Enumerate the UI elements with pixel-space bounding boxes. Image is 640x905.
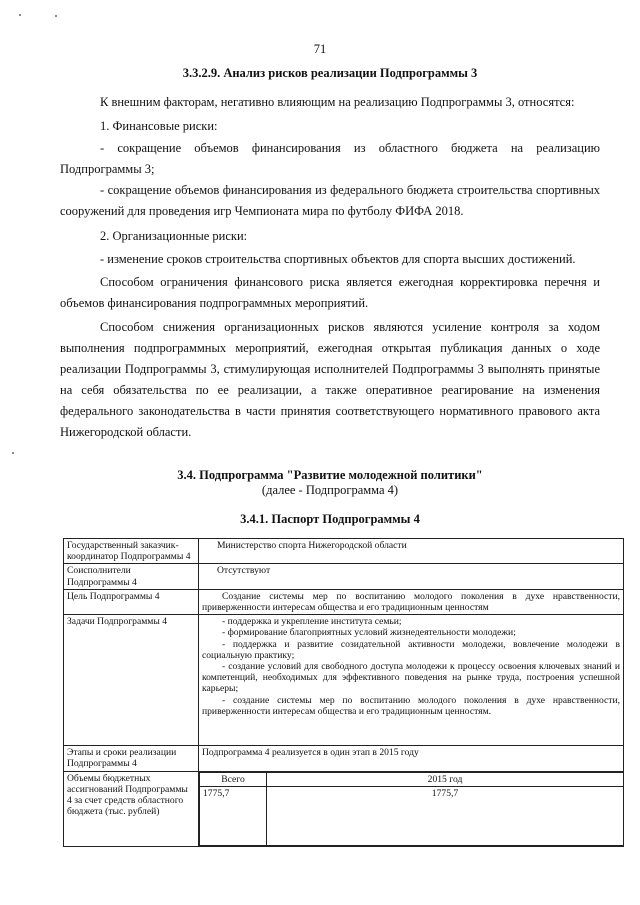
task-item: - поддержка и развитие созидательной активности молодежи, вовлечение молодежи в социальную практику; bbox=[202, 638, 620, 661]
passport-heading: 3.4.1. Паспорт Подпрограммы 4 bbox=[240, 512, 420, 526]
financial-risks-title: 1. Финансовые риски: bbox=[100, 119, 218, 133]
funding-total-value: 1775,7 bbox=[200, 786, 267, 845]
goal-label: Цель Подпрограммы 4 bbox=[64, 589, 199, 614]
page-number: 71 bbox=[313, 42, 327, 56]
scan-speck bbox=[12, 452, 14, 454]
funding-value bbox=[199, 771, 624, 846]
customer-label: Государственный заказчик-координатор Подпрограммы 4 bbox=[64, 539, 199, 564]
funding-label: Объемы бюджетных ассигнований Подпрограммы 4 за счет средств областного бюджета (тыс. рублей) bbox=[64, 771, 199, 846]
stages-label: Этапы и сроки реализации Подпрограммы 4 bbox=[64, 746, 199, 771]
paragraph-intro: К внешним факторам, негативно влияющим на реализацию Подпрограммы 3, относятся: bbox=[100, 95, 575, 109]
table-row bbox=[64, 539, 624, 564]
financial-risk-item-2: - сокращение объемов финансирования из федерального бюджета строительства спортивных сооружений для проведения игр Чемпионата мира по футболу ФИФА 2018. bbox=[60, 183, 600, 218]
coexecutors-label: Соисполнители Подпрограммы 4 bbox=[64, 564, 199, 589]
table-row bbox=[200, 786, 624, 845]
tasks-label: Задачи Подпрограммы 4 bbox=[64, 615, 199, 746]
table-row bbox=[64, 564, 624, 589]
funding-header-year: 2015 год bbox=[267, 772, 624, 786]
task-item: - поддержка и укрепление института семьи; bbox=[222, 616, 402, 628]
scan-speck bbox=[55, 15, 57, 17]
section-heading: 3.3.2.9. Анализ рисков реализации Подпрограммы 3 bbox=[182, 66, 478, 80]
task-item: - создание системы мер по воспитанию молодого поколения в духе нравственности, приверженности интересам общества и его традиционным ценностям. bbox=[202, 694, 620, 717]
table-row bbox=[64, 589, 624, 614]
coexecutors-value: Отсутствуют bbox=[199, 564, 624, 589]
table-row bbox=[64, 746, 624, 771]
paragraph-risk-reduction: Способом снижения организационных рисков являются усиление контроля за ходом выполнения подпрограммных мероприятий, ежегодная открытая публикация данных о ходе реализации Подпрограммы 3, стимулирующая исполнителей Подпрограммы 3 выполнять принятые на себя обязательства по ее реализации, а также оперативное реагирование на изменения федерального законодательства в части принятия соответствующего нормативного правового акта Нижегородской области. bbox=[60, 320, 600, 439]
goal-value: Создание системы мер по воспитанию молодого поколения в духе нравственности, приверженности интересам общества и его традиционным ценностям bbox=[199, 589, 624, 614]
subprogram-heading: 3.4. Подпрограмма "Развитие молодежной политики" bbox=[177, 468, 483, 482]
scan-speck bbox=[19, 14, 21, 16]
task-item: - создание условий для свободного доступа молодежи к процессу освоения ключевых знаний и компетенций, необходимых для эффективного поведения на рынке труда, построения успешной карьеры; bbox=[202, 661, 620, 695]
funding-year-value: 1775,7 bbox=[267, 786, 624, 845]
task-item: - формирование благоприятных условий жизнедеятельности молодежи; bbox=[222, 627, 516, 639]
organizational-risks-title: 2. Организационные риски: bbox=[100, 229, 248, 243]
organizational-risk-item-1: - изменение сроков строительства спортивных объектов для спорта высших достижений. bbox=[100, 252, 576, 266]
table-row bbox=[64, 615, 624, 746]
table-row bbox=[64, 771, 624, 846]
passport-table bbox=[63, 538, 624, 847]
tasks-value bbox=[199, 615, 624, 746]
funding-table bbox=[199, 772, 623, 846]
paragraph-risk-limitation: Способом ограничения финансового риска является ежегодная корректировка перечня и объемов финансирования подпрограммных мероприятий. bbox=[60, 275, 600, 310]
subprogram-subheading: (далее - Подпрограмма 4) bbox=[261, 483, 399, 497]
financial-risk-item-1: - сокращение объемов финансирования из областного бюджета на реализацию Подпрограммы 3; bbox=[60, 141, 600, 176]
stages-value: Подпрограмма 4 реализуется в один этап в 2015 году bbox=[199, 746, 624, 771]
funding-header-total: Всего bbox=[200, 772, 267, 786]
table-row bbox=[200, 772, 624, 786]
customer-value: Министерство спорта Нижегородской области bbox=[199, 539, 624, 564]
